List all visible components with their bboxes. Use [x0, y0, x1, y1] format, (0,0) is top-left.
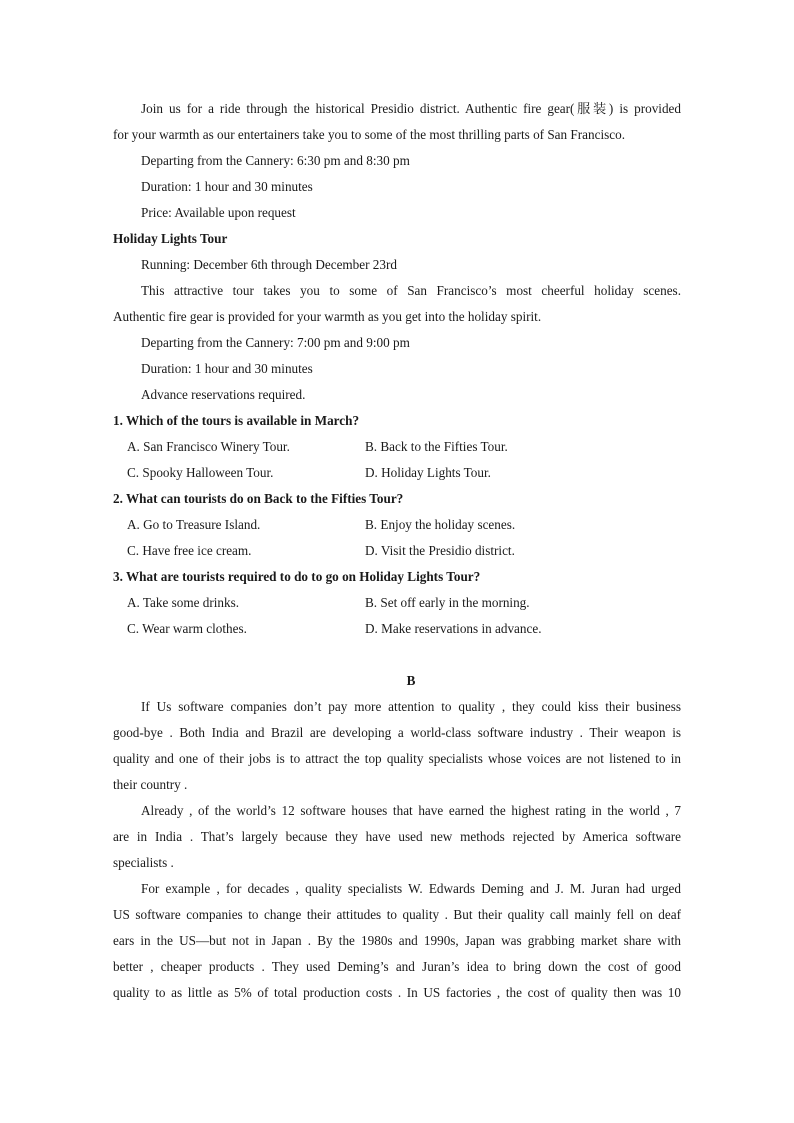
- question-2-option-b: B. Enjoy the holiday scenes.: [365, 517, 516, 532]
- para3-line-3: ears in the US—but not in Japan . By the 1980s and 1990s, Japan was grabbing market share with: [113, 933, 681, 948]
- question-2-option-d: D. Visit the Presidio district.: [365, 543, 515, 558]
- para1-line-2: good-bye . Both India and Brazil are developing a world-class software industry . Their weapon is: [113, 725, 681, 740]
- holiday-running: Running: December 6th through December 23rd: [141, 257, 397, 272]
- question-1-option-b: B. Back to the Fifties Tour.: [365, 439, 508, 454]
- price-line: Price: Available upon request: [141, 205, 296, 220]
- para3-line-1: For example , for decades , quality specialists W. Edwards Deming and J. M. Juran had urged: [141, 881, 681, 896]
- question-3-option-b: B. Set off early in the morning.: [365, 595, 530, 610]
- question-3-option-d: D. Make reservations in advance.: [365, 621, 542, 636]
- question-2-option-c: C. Have free ice cream.: [127, 543, 252, 558]
- holiday-departing: Departing from the Cannery: 7:00 pm and 9:00 pm: [141, 335, 410, 350]
- para1-line-1: If Us software companies don’t pay more attention to quality , they could kiss their business: [141, 699, 681, 714]
- holiday-duration: Duration: 1 hour and 30 minutes: [141, 361, 313, 376]
- holiday-tour-title: Holiday Lights Tour: [113, 231, 228, 246]
- holiday-desc-line-2: Authentic fire gear is provided for your warmth as you get into the holiday spirit.: [113, 309, 542, 324]
- para2-line-1: Already , of the world’s 12 software houses that have earned the highest rating in the world , 7: [141, 803, 681, 818]
- section-b-heading: B: [406, 673, 416, 688]
- question-2-stem: 2. What can tourists do on Back to the Fifties Tour?: [113, 491, 404, 506]
- intro-line-2: for your warmth as our entertainers take you to some of the most thrilling parts of San Francisco.: [113, 127, 625, 142]
- departing-line: Departing from the Cannery: 6:30 pm and 8:30 pm: [141, 153, 410, 168]
- question-1-option-a: A. San Francisco Winery Tour.: [127, 439, 290, 454]
- holiday-advance: Advance reservations required.: [141, 387, 306, 402]
- holiday-desc-line-1: This attractive tour takes you to some of San Francisco’s most cheerful holiday scenes.: [141, 283, 681, 298]
- para2-line-2: are in India . That’s largely because they have used new methods rejected by America software: [113, 829, 681, 844]
- para3-line-4: better , cheaper products . They used Deming’s and Juran’s idea to bring down the cost of good: [113, 959, 681, 974]
- question-2-option-a: A. Go to Treasure Island.: [127, 517, 261, 532]
- question-1-stem: 1. Which of the tours is available in March?: [113, 413, 360, 428]
- para2-line-3: specialists .: [113, 855, 174, 870]
- para3-line-5: quality to as little as 5% of total production costs . In US factories , the cost of quality then was 10: [113, 985, 681, 1000]
- question-3-stem: 3. What are tourists required to do to go on Holiday Lights Tour?: [113, 569, 481, 584]
- question-3-option-a: A. Take some drinks.: [127, 595, 240, 610]
- duration-line: Duration: 1 hour and 30 minutes: [141, 179, 313, 194]
- para1-line-4: their country .: [113, 777, 188, 792]
- para3-line-2: US software companies to change their attitudes to quality . But their quality call mainly fell on deaf: [113, 907, 681, 922]
- question-1-option-d: D. Holiday Lights Tour.: [365, 465, 491, 480]
- intro-line-1: Join us for a ride through the historical Presidio district. Authentic fire gear(服装) is provided: [141, 101, 681, 116]
- para1-line-3: quality and one of their jobs is to attract the top quality specialists whose voices are not listened to in: [113, 751, 681, 766]
- question-1-option-c: C. Spooky Halloween Tour.: [127, 465, 274, 480]
- question-3-option-c: C. Wear warm clothes.: [127, 621, 247, 636]
